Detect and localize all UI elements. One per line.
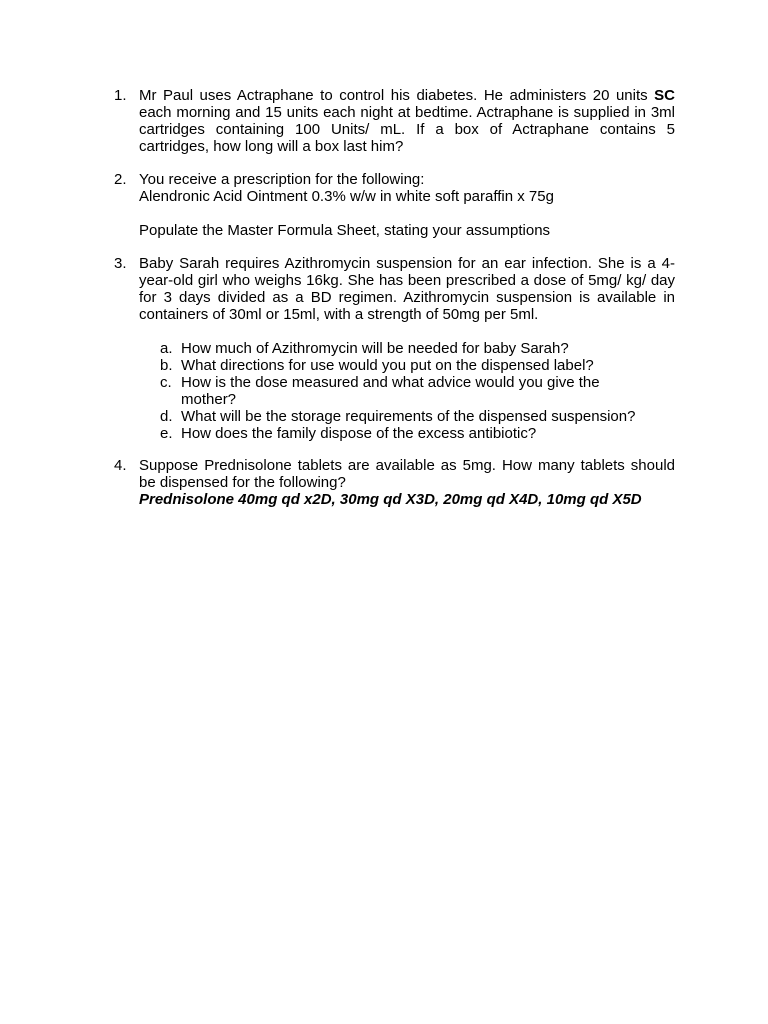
sub-question-letter: c. bbox=[160, 374, 172, 391]
list-item bbox=[160, 357, 675, 374]
sub-question-list bbox=[139, 340, 675, 442]
question-body bbox=[139, 457, 675, 508]
list-item bbox=[160, 425, 675, 442]
question-text: Suppose Prednisolone tablets are available as 5mg. How many tablets should be dispensed for the following? bbox=[139, 457, 675, 491]
list-item bbox=[160, 340, 675, 357]
sub-question-letter: d. bbox=[160, 408, 173, 425]
sub-question-text: How is the dose measured and what advice would you give the mother? bbox=[181, 374, 600, 408]
question-number: 1. bbox=[114, 87, 127, 104]
sub-question-letter: a. bbox=[160, 340, 173, 357]
prescription-line: Alendronic Acid Ointment 0.3% w/w in white soft paraffin x 75g bbox=[139, 188, 554, 205]
question-text-part: Mr Paul uses Actraphane to control his diabetes. He administers 20 units bbox=[139, 87, 655, 104]
question-number: 2. bbox=[114, 171, 127, 188]
sub-question-text: What will be the storage requirements of the dispensed suspension? bbox=[181, 408, 636, 425]
sub-question-text: How much of Azithromycin will be needed for baby Sarah? bbox=[181, 340, 569, 357]
prescription-regimen: Prednisolone 40mg qd x2D, 30mg qd X3D, 20mg qd X4D, 10mg qd X5D bbox=[139, 491, 642, 508]
question-text bbox=[139, 87, 675, 155]
question-text bbox=[139, 171, 675, 239]
instruction-line: Populate the Master Formula Sheet, stating your assumptions bbox=[139, 222, 551, 239]
question-text: Baby Sarah requires Azithromycin suspension for an ear infection. She is a 4-year-old girl who weighs 16kg. She has been prescribed a dose of 5mg/ kg/ day for 3 days divided as a BD regimen. Azithromycin suspension is available in containers of 30ml or 15ml, with a strength of 50mg per 5ml. bbox=[139, 255, 675, 323]
question-text-part: each morning and 15 units each night at bedtime. Actraphane is supplied in 3ml cartridges containing 100 Units/ mL. If a box of Actraphane contains 5 cartridges, how long will a box last him? bbox=[139, 104, 675, 155]
list-item bbox=[160, 408, 675, 425]
question-body bbox=[139, 255, 675, 442]
sub-question-text: What directions for use would you put on the dispensed label? bbox=[181, 357, 594, 374]
question-number: 4. bbox=[114, 457, 127, 474]
sub-question-text: How does the family dispose of the excess antibiotic? bbox=[181, 425, 537, 442]
sub-question-letter: e. bbox=[160, 425, 173, 442]
sub-question-letter: b. bbox=[160, 357, 173, 374]
question-text-line: You receive a prescription for the following: bbox=[139, 171, 425, 188]
list-item bbox=[160, 374, 621, 408]
route-abbreviation: SC bbox=[654, 87, 675, 104]
question-number: 3. bbox=[114, 255, 127, 272]
